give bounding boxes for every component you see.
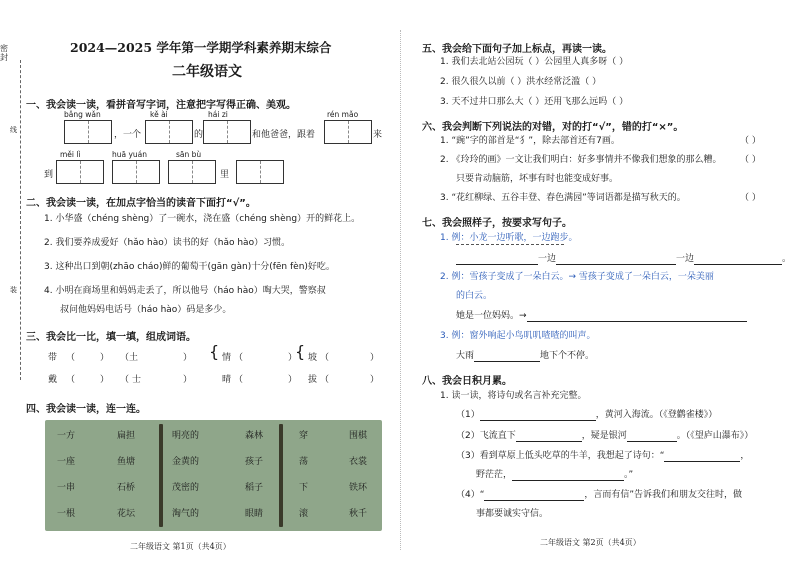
pinyin-7: sān bù (176, 150, 202, 159)
s7-answer-2[interactable]: 她是一位妈妈。→ (456, 311, 747, 322)
s1-text-5: 到 (44, 170, 54, 180)
match-item[interactable]: 花坛 (117, 509, 136, 519)
page1-title: 2024—2025 学年第一学期学科素养期末综合 (70, 40, 332, 55)
match-item[interactable]: 一串 (57, 483, 76, 493)
s8-intro: 1. 读一读，将诗句或名言补充完整。 (440, 391, 587, 401)
s7-example-2b: 的白云。 (456, 291, 493, 301)
s6-line-4: 3. “花红柳绿、五谷丰登、春色满园”等词语都是描写秋天的。 (440, 193, 686, 203)
s8-poem-3[interactable]: （3）看到草原上低头吃草的牛羊，我想起了诗句：“ ， (456, 451, 750, 461)
s3-char-8: 拔 (308, 375, 318, 385)
s2-line-2: 2. 我们要养成爱好（hǎo hào）读书的好（hǎo hào）习惯。 (44, 238, 291, 248)
match-item[interactable]: 明亮的 (172, 431, 200, 441)
write-box-6[interactable] (112, 160, 160, 184)
seal-char-zhuang: 装 (10, 286, 17, 294)
section4-heading: 四、我会读一读，连一连。 (26, 404, 146, 415)
s1-text-3: 和他爸爸，跟着 (252, 130, 316, 140)
matching-panel (45, 420, 382, 531)
section5-heading: 五、我会给下面句子加上标点，再读一读。 (422, 44, 612, 55)
section2-heading: 二、我会读一读，在加点字恰当的读音下面打“√”。 (26, 198, 256, 209)
match-item[interactable]: 围棋 (349, 431, 368, 441)
s3-char-5: 戴 (48, 375, 58, 385)
s5-line-1: 1. 我们去北站公园玩（ ）公园里人真多呀（ ） (440, 57, 629, 67)
s7-answer-1[interactable]: 一边 一边 。 (456, 254, 791, 265)
match-item[interactable]: 森林 (245, 431, 264, 441)
judge-paren-1[interactable]: （ ） (740, 136, 761, 146)
s3-char-4: 坡 (308, 353, 318, 363)
match-item[interactable]: 秋千 (349, 509, 368, 519)
s8-poem-4b: 事都要诚实守信。 (476, 509, 549, 519)
pinyin-3: hái zi (208, 110, 228, 119)
pinyin-5: měi lì (60, 150, 81, 159)
s7-example-1: 1. 例：小龙一边听歌，一边跑步。 (440, 233, 578, 243)
page1-footer: 二年级语文 第1页（共4页） (130, 542, 231, 551)
s3-char-3: 情 (222, 353, 232, 363)
pinyin-2: kě ài (150, 110, 168, 119)
match-item[interactable]: 茂密的 (172, 483, 200, 493)
match-item[interactable]: 扁担 (117, 431, 136, 441)
s7-example-2: 2. 例：雪孩子变成了一朵白云。→ 雪孩子变成了一朵白云，一朵美丽 (440, 272, 714, 282)
s1-text-6: 里 (220, 170, 230, 180)
match-item[interactable]: 衣裳 (349, 457, 368, 467)
s3-char-1: 带 (48, 353, 58, 363)
s3-char-7: 晴 (222, 375, 232, 385)
s5-line-2: 2. 很久很久以前（ ）洪水经常泛滥（ ） (440, 77, 602, 87)
s2-line-1: 1. 小华盛（chéng shèng）了一碗水，浇在盛（chéng shèng）开的鲜花上。 (44, 214, 361, 224)
write-box-1[interactable] (64, 120, 112, 144)
s8-poem-4[interactable]: （4）“ ，言而有信”告诉我们和朋友交往时，做 (456, 490, 743, 500)
judge-paren-2[interactable]: （ ） (740, 155, 761, 165)
section7-heading: 七、我会照样子，按要求写句子。 (422, 218, 572, 229)
s6-line-1: 1. “豌”字的部首是“犭”，除去部首还有7画。 (440, 136, 620, 146)
section3-heading: 三、我会比一比，填一填，组成词语。 (26, 332, 196, 343)
section1-heading: 一、我会读一读，看拼音写字词，注意把字写得正确、美观。 (26, 100, 296, 111)
write-box-5[interactable] (56, 160, 104, 184)
s7-example-3: 3. 例：窗外响起小鸟叽叽喳喳的叫声。 (440, 331, 596, 341)
match-item[interactable]: 稻子 (245, 483, 264, 493)
match-item[interactable]: 石桥 (117, 483, 136, 493)
write-box-8[interactable] (236, 160, 284, 184)
s8-poem-1[interactable]: （1） ，黄河入海流。（《登鹳雀楼》） (456, 410, 718, 420)
judge-paren-3[interactable]: （ ） (740, 193, 761, 203)
s1-text-4: 来 (373, 130, 383, 140)
match-item[interactable]: 一根 (57, 509, 76, 519)
match-item[interactable]: 荡 (299, 457, 309, 467)
match-item[interactable]: 铁环 (349, 483, 368, 493)
s5-line-3: 3. 天不过井口那么大（ ）还用飞那么远吗（ ） (440, 97, 629, 107)
page2-footer: 二年级语文 第2页（共4页） (540, 538, 641, 547)
pinyin-4: rén mǎo (327, 110, 359, 119)
match-item[interactable]: 一方 (57, 431, 76, 441)
s6-line-2: 2. 《玲玲的画》一文让我们明白：好多事情并不像我们想象的那么糟。 (440, 155, 722, 165)
match-item[interactable]: 下 (299, 483, 309, 493)
pinyin-6: huā yuán (112, 150, 148, 159)
s8-poem-2[interactable]: （2）飞流直下 ，疑是银河 。（《望庐山瀑布》） (456, 431, 754, 441)
match-item[interactable]: 滚 (299, 509, 309, 519)
write-box-4[interactable] (324, 120, 372, 144)
match-item[interactable]: 孩子 (245, 457, 264, 467)
match-item[interactable]: 淘气的 (172, 509, 200, 519)
match-item[interactable]: 金黄的 (172, 457, 200, 467)
match-item[interactable]: 一座 (57, 457, 76, 467)
s2-line-4: 4. 小明在商场里和妈妈走丢了，所以他号（háo hào）啕大哭，警察叔 (44, 286, 326, 296)
seal-margin-label: 密封 (0, 44, 8, 62)
s7-answer-3[interactable]: 大雨 地下个不停。 (456, 351, 595, 361)
write-box-3[interactable] (203, 120, 251, 144)
match-item[interactable]: 穿 (299, 431, 309, 441)
page-divider (400, 30, 401, 550)
write-box-7[interactable] (168, 160, 216, 184)
s2-line-3: 3. 这种出口到朝(zhāo cháo)鲜的葡萄干(gān gàn)十分(fēn fèn)好吃。 (44, 262, 335, 272)
write-box-2[interactable] (145, 120, 193, 144)
s1-text-2: 的 (194, 130, 204, 140)
section6-heading: 六、我会判断下列说法的对错，对的打“√”，错的打“×”。 (422, 122, 684, 133)
section8-heading: 八、我会日积月累。 (422, 376, 512, 387)
s8-poem-3b[interactable]: 野茫茫， 。” (476, 470, 634, 480)
s1-text-1: ，一个 (114, 130, 142, 140)
s3-char-2: （土 (120, 353, 139, 363)
match-item[interactable]: 眼睛 (245, 509, 264, 519)
seal-line (20, 60, 21, 380)
seal-char-line: 线 (10, 126, 17, 134)
s2-line-5: 叔问他妈妈电话号（háo hào）码是多少。 (60, 305, 232, 315)
s6-line-3: 只要肯动脑筋，坏事有时也能变成好事。 (456, 174, 619, 184)
s3-char-6: 士 (132, 375, 142, 385)
page1-subtitle: 二年级语文 (172, 64, 242, 80)
pinyin-1: bǎng wǎn (64, 110, 101, 119)
match-item[interactable]: 鱼塘 (117, 457, 136, 467)
